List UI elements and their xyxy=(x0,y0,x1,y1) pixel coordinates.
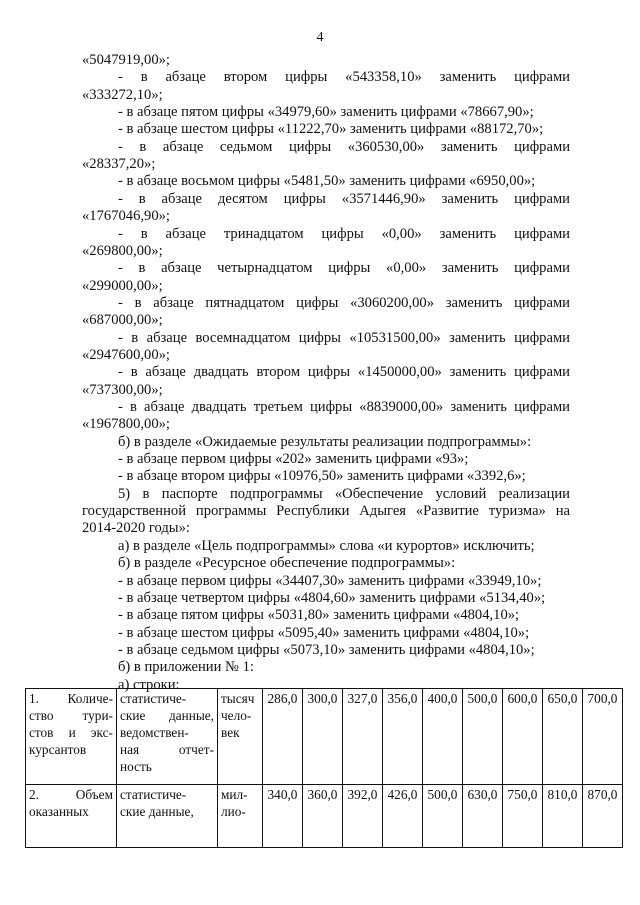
text-line: «299000,00»; xyxy=(82,277,163,294)
text-line: 5) в паспорте подпрограммы «Обеспечение условий реализации xyxy=(118,485,570,502)
text-line: «269800,00»; xyxy=(82,242,163,259)
indicator-name-cell xyxy=(26,689,117,785)
unit-cell xyxy=(218,689,263,785)
table-row xyxy=(26,689,623,785)
value-cell: 750,0 xyxy=(503,785,543,848)
text-line: б) в разделе «Ожидаемые результаты реализации подпрограммы»: xyxy=(118,433,532,450)
value-cell: 360,0 xyxy=(303,785,343,848)
text-line: - в абзаце восемнадцатом цифры «10531500,00» заменить цифрами xyxy=(118,329,570,346)
indicator-name-cell-line: стов и экс- xyxy=(29,725,113,740)
text-line: - в абзаце двадцать втором цифры «1450000,00» заменить цифрами xyxy=(118,364,570,381)
value-cell: 327,0 xyxy=(343,689,383,785)
text-line: - в абзаце восьмом цифры «5481,50» заменить цифрами «6950,00»; xyxy=(118,173,536,190)
value-cell: 356,0 xyxy=(383,689,423,785)
indicator-name-cell-line: оказанных xyxy=(29,804,89,819)
text-line: - в абзаце первом цифры «34407,30» заменить цифрами «33949,10»; xyxy=(118,572,542,589)
text-line: государственной программы Республики Адыгея «Развитие туризма» на xyxy=(82,503,570,520)
text-line: а) в разделе «Цель подпрограммы» слова «и курортов» исключить; xyxy=(118,537,535,554)
text-line: - в абзаце втором цифры «543358,10» заменить цифрами xyxy=(118,69,570,86)
indicator-name-cell-line: курсантов xyxy=(29,742,87,757)
text-line: «5047919,00»; xyxy=(82,52,170,68)
value-cell: 286,0 xyxy=(263,689,303,785)
text-line: «687000,00»; xyxy=(82,312,163,329)
value-cell: 500,0 xyxy=(423,785,463,848)
text-line: б) в приложении № 1: xyxy=(118,659,254,676)
value-cell: 300,0 xyxy=(303,689,343,785)
text-line: - в абзаце седьмом цифры «360530,00» заменить цифрами xyxy=(118,138,570,155)
data-source-cell xyxy=(117,785,218,848)
text-line: «2947600,00»; xyxy=(82,346,170,363)
data-source-cell-line: ведомствен- xyxy=(120,725,189,740)
text-line: «1967800,00»; xyxy=(82,416,170,433)
value-cell: 810,0 xyxy=(543,785,583,848)
unit-cell-line: тысяч xyxy=(221,691,255,706)
value-cell: 392,0 xyxy=(343,785,383,848)
value-cell: 500,0 xyxy=(463,689,503,785)
indicator-name-cell-line: 2. Объем xyxy=(29,787,113,802)
text-line: «1767046,90»; xyxy=(82,208,170,225)
value-cell: 700,0 xyxy=(583,689,623,785)
indicator-name-cell-line: ство тури- xyxy=(29,708,113,723)
value-cell: 400,0 xyxy=(423,689,463,785)
text-line: - в абзаце пятнадцатом цифры «3060200,00» заменить цифрами xyxy=(118,294,570,311)
unit-cell-line: лио- xyxy=(221,804,246,819)
text-line: - в абзаце пятом цифры «5031,80» заменить цифрами «4804,10»; xyxy=(118,607,520,624)
indicators-table xyxy=(25,688,623,848)
value-cell: 340,0 xyxy=(263,785,303,848)
value-cell: 870,0 xyxy=(583,785,623,848)
data-source-cell-line: статистиче- xyxy=(120,691,187,706)
text-line: «737300,00»; xyxy=(82,381,163,398)
text-line: - в абзаце шестом цифры «5095,40» заменить цифрами «4804,10»; xyxy=(118,624,530,641)
indicator-name-cell-line: 1. Количе- xyxy=(29,691,113,706)
data-source-cell xyxy=(117,689,218,785)
value-cell: 630,0 xyxy=(463,785,503,848)
text-line: - в абзаце первом цифры «202» заменить цифрами «93»; xyxy=(118,451,469,468)
text-line: - в абзаце двадцать третьем цифры «8839000,00» заменить цифрами xyxy=(118,399,570,415)
unit-cell-line: век xyxy=(221,725,240,740)
text-line: а) строки: xyxy=(118,676,180,693)
text-line: - в абзаце тринадцатом цифры «0,00» заменить цифрами xyxy=(118,225,570,242)
table-row xyxy=(26,785,623,848)
text-line: - в абзаце четвертом цифры «4804,60» заменить цифрами «5134,40»; xyxy=(118,589,546,606)
data-source-cell-line: ная отчет- xyxy=(120,742,214,757)
value-cell: 650,0 xyxy=(543,689,583,785)
text-line: б) в разделе «Ресурсное обеспечение подпрограммы»: xyxy=(118,555,456,572)
text-line: «333272,10»; xyxy=(82,86,163,103)
unit-cell-line: чело- xyxy=(221,708,252,723)
text-line: - в абзаце втором цифры «10976,50» заменить цифрами «3392,6»; xyxy=(118,468,526,485)
unit-cell xyxy=(218,785,263,848)
value-cell: 426,0 xyxy=(383,785,423,848)
data-source-cell-line: ские данные, xyxy=(120,804,194,819)
text-line: - в абзаце десятом цифры «3571446,90» заменить цифрами xyxy=(118,190,570,207)
text-line: - в абзаце четырнадцатом цифры «0,00» заменить цифрами xyxy=(118,260,570,277)
data-source-cell-line: статистиче- xyxy=(120,787,187,802)
text-line: 2014-2020 годы»: xyxy=(82,520,190,537)
value-cell: 600,0 xyxy=(503,689,543,785)
text-line: - в абзаце пятом цифры «34979,60» заменить цифрами «78667,90»; xyxy=(118,104,534,121)
data-source-cell-line: ские данные, xyxy=(120,708,214,723)
text-line: - в абзаце седьмом цифры «5073,10» заменить цифрами «4804,10»; xyxy=(118,641,535,658)
unit-cell-line: мил- xyxy=(221,787,248,802)
page-number: 4 xyxy=(316,30,324,45)
text-line: «28337,20»; xyxy=(82,156,156,173)
data-source-cell-line: ность xyxy=(120,759,152,774)
indicator-name-cell xyxy=(26,785,117,848)
text-line: - в абзаце шестом цифры «11222,70» заменить цифрами «88172,70»; xyxy=(118,121,544,138)
